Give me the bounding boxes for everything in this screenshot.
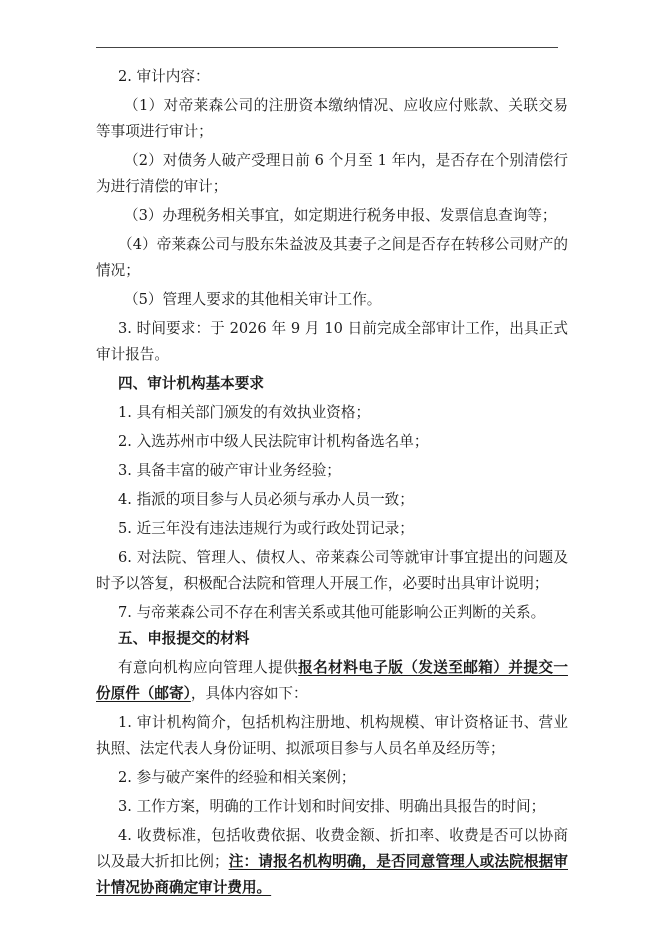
materials-emphasis: 报名材料电子版（发送至邮箱）并提交一份原件（邮寄）	[96, 659, 568, 702]
materials-intro-tail: ，具体内容如下：	[190, 685, 308, 702]
audit-item-5: （5）管理人要求的其他相关审计工作。	[124, 291, 382, 308]
heading-section-5: 五、申报提交的材料	[118, 630, 250, 647]
material-2: 2. 参与破产案件的经验和相关案例；	[118, 769, 356, 786]
material-4	[96, 823, 568, 901]
materials-intro-text: 有意向机构应向管理人提供	[118, 659, 299, 676]
material-3: 3. 工作方案，明确的工作计划和时间安排、明确出具报告的时间；	[118, 798, 546, 815]
requirement-3: 3. 具备丰富的破产审计业务经验；	[118, 462, 341, 479]
audit-item-1: （1）对帝莱森公司的注册资本缴纳情况、应收应付账款、关联交易等事项进行审计；	[96, 97, 568, 140]
heading-section-4: 四、审计机构基本要求	[118, 375, 264, 392]
material-4-text: 4. 收费标准，包括收费依据、收费金额、折扣率、收费是否可以协商以及最大折扣比例；	[96, 827, 568, 870]
audit-item-2: （2）对债务人破产受理日前 6 个月至 1 年内，是否存在个别清偿行为进行清偿的审计；	[96, 152, 568, 195]
header-rule	[96, 47, 558, 48]
audit-item-3: （3）办理税务相关事宜，如定期进行税务申报、发票信息查询等；	[124, 207, 557, 224]
requirement-2: 2. 入选苏州市中级人民法院审计机构备选名单；	[118, 433, 429, 450]
requirement-7: 7. 与帝莱森公司不存在利害关系或其他可能影响公正判断的关系。	[118, 604, 546, 621]
fee-note: 注：请报名机构明确，是否同意管理人或法院根据审计情况协商确定审计费用。	[96, 853, 568, 896]
requirement-1: 1. 具有相关部门颁发的有效执业资格；	[118, 404, 371, 421]
audit-item-4: （4）帝莱森公司与股东朱益波及其妻子之间是否存在转移公司财产的情况；	[96, 236, 568, 279]
requirement-6: 6. 对法院、管理人、债权人、帝莱森公司等就审计事宜提出的问题及时予以答复，积极配合法院和管理人开展工作，必要时出具审计说明；	[96, 549, 568, 592]
section-item-2: 2. 审计内容：	[118, 68, 210, 85]
document-body	[96, 64, 568, 901]
requirement-5: 5. 近三年没有违法违规行为或行政处罚记录；	[118, 520, 414, 537]
requirement-4: 4. 指派的项目参与人员必须与承办人员一致；	[118, 491, 414, 508]
materials-intro	[96, 655, 568, 707]
material-1: 1. 审计机构简介，包括机构注册地、机构规模、审计资格证书、营业执照、法定代表人身份证明、拟派项目参与人员名单及经历等；	[96, 714, 568, 757]
section-item-3: 3. 时间要求：于 2026 年 9 月 10 日前完成全部审计工作，出具正式审计报告。	[96, 320, 568, 363]
